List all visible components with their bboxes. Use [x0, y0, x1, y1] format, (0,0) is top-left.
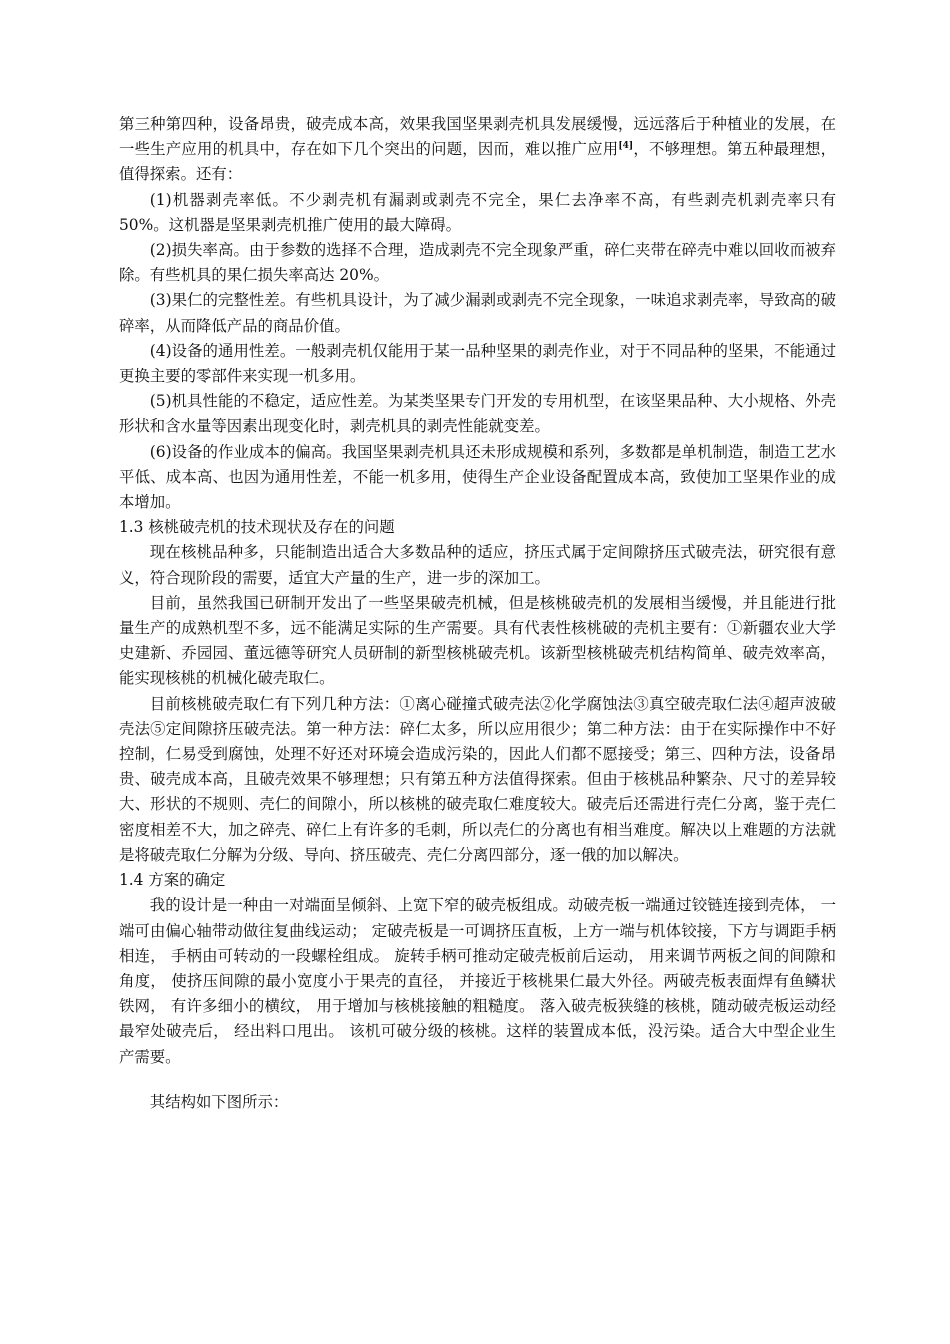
section-heading-1-3: 1.3 核桃破壳机的技术现状及存在的问题 [119, 518, 395, 537]
section-1-3-paragraph-1: 现在核桃品种多，只能制造出适合大多数品种的适应，挤压式属于定间隙挤压式破壳法，研究很有意义，符合现阶段的需要，适宜大产量的生产，进一步的深加工。 [119, 543, 836, 587]
citation-ref-4: [4] [618, 141, 634, 152]
problem-item-4: (4)设备的通用性差。一般剥壳机仅能用于某一品种坚果的剥壳作业，对于不同品种的坚果，不能通过更换主要的零部件来实现一机多用。 [119, 341, 836, 386]
section-1-3-paragraph-2: 目前，虽然我国已研制开发出了一些坚果破壳机械，但是核桃破壳机的发展相当缓慢，并且能进行批量生产的成熟机型不多，远不能满足实际的生产需要。具有代表性核桃破的壳机主要有：①新疆农业大学史建新、乔园园、董远德等研究人员研制的新型核桃破壳机。该新型核桃破壳机结构简单、破壳效率高，能实现核桃的机械化破壳取仁。 [119, 593, 836, 688]
problem-item-1: (1)机器剥壳率低。不少剥壳机有漏剥或剥壳不完全，果仁去净率不高，有些剥壳机剥壳率只有50%。这机器是坚果剥壳机推广使用的最大障碍。 [119, 190, 836, 234]
problem-item-2: (2)损失率高。由于参数的选择不合理，造成剥壳不完全现象严重，碎仁夹带在碎壳中难以回收而被弃除。有些机具的果仁损失率高达 20%。 [119, 241, 836, 285]
paragraph-intro [119, 112, 836, 188]
problem-item-5: (5)机具性能的不稳定，适应性差。为某类坚果专门开发的专用机型，在该坚果品种、大小规格、外壳形状和含水量等因素出现变化时，剥壳机具的剥壳性能就变差。 [119, 392, 836, 436]
problem-item-3: (3)果仁的完整性差。有些机具设计，为了减少漏剥或剥壳不完全现象，一味追求剥壳率，导致高的破碎率，从而降低产品的商品价值。 [119, 291, 836, 335]
blank-line [119, 1070, 836, 1090]
paragraph-intro-text-b: ，不够理想。第五种最理想，值得探索。还有： [119, 140, 836, 184]
document-page [119, 112, 836, 1115]
section-heading-1-4: 1.4 方案的确定 [119, 871, 226, 890]
paragraph-intro-text-a: 第三种第四种，设备昂贵，破壳成本高，效果我国坚果剥壳机具发展缓慢，远远落后于种植业的发展，在一些生产应用的机具中，存在如下几个突出的问题，因而，难以推广应用 [119, 115, 836, 159]
figure-intro-line: 其结构如下图所示： [149, 1092, 289, 1111]
section-1-3-paragraph-3: 目前核桃破壳取仁有下列几种方法：①离心碰撞式破壳法②化学腐蚀法③真空破壳取仁法④超声波破壳法⑤定间隙挤压破壳法。第一种方法：碎仁太多，所以应用很少；第二种方法：由于在实际操作中不好控制，仁易受到腐蚀，处理不好还对环境会造成污染的，因此人们都不愿接受；第三、四种方法，设备昂贵、破壳成本高，且破壳效果不够理想；只有第五种方法值得探索。但由于核桃品种繁杂、尺寸的差异较大、形状的不规则、壳仁的间隙小，所以核桃的破壳取仁难度较大。破壳后还需进行壳仁分离，鉴于壳仁密度相差不大，加之碎壳、碎仁上有许多的毛刺，所以壳仁的分离也有相当难度。解决以上难题的方法就是将破壳取仁分解为分级、导向、挤压破壳、壳仁分离四部分，逐一俄的加以解决。 [119, 694, 836, 864]
section-1-4-paragraph-1: 我的设计是一种由一对端面呈倾斜、上宽下窄的破壳板组成。动破壳板一端通过铰链连接到壳体， 一端可由偏心轴带动做往复曲线运动； 定破壳板是一可调挤压直板，上方一端与机体铰接，下方与调距手柄相连， 手柄由可转动的一段螺栓组成。 旋转手柄可推动定破壳板前后运动， 用来调节两板之间的间隙和角度， 使挤压间隙的最小宽度小于果壳的直径， 并接近于核桃果仁最大外径。两破壳板表面焊有鱼鳞状铁网， 有许多细小的横纹， 用于增加与核桃接触的粗糙度。 落入破壳板狭缝的核桃，随动破壳板运动经最窄处破壳后， 经出料口甩出。 该机可破分级的核桃。这样的装置成本低，没污染。适合大中型企业生产需要。 [119, 896, 836, 1066]
problem-item-6: (6)设备的作业成本的偏高。我国坚果剥壳机具还未形成规模和系列，多数都是单机制造，制造工艺水平低、成本高、也因为通用性差，不能一机多用，使得生产企业设备配置成本高，致使加工坚果作业的成本增加。 [119, 442, 836, 512]
